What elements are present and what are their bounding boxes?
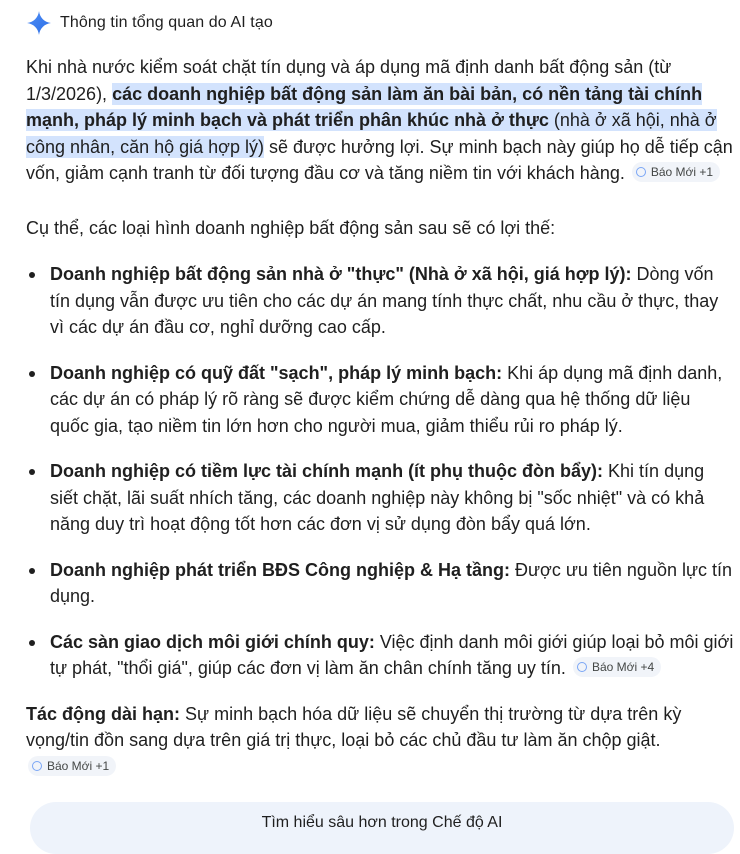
ai-mode-button[interactable] bbox=[30, 802, 734, 854]
list-item bbox=[50, 629, 734, 682]
list-item-title: Doanh nghiệp phát triển BĐS Công nghiệp & Hạ tầng: bbox=[50, 559, 510, 580]
ai-overview-header bbox=[26, 8, 273, 38]
longterm-text: Sự minh bạch hóa dữ liệu sẽ chuyển thị trường từ dựa trên kỳ vọng/tin đồn sang dựa trên giá trị thực, loại bỏ các chủ đầu tư làm ăn chộp giật. bbox=[26, 703, 682, 750]
ai-overview-content bbox=[26, 54, 734, 780]
list-item-text: Khi áp dụng mã định danh, các dự án có pháp lý rõ ràng sẽ được kiểm chứng dễ dàng qua hệ thống dữ liệu quốc gia, tạo niềm tin lớn hơn cho người mua, giảm thiểu rủi ro pháp lý. bbox=[50, 362, 723, 436]
ai-overview-title: Thông tin tổng quan do AI tạo bbox=[60, 14, 273, 31]
list-item bbox=[50, 458, 734, 538]
intro-text-before: Khi nhà nước kiểm soát chặt tín dụng và áp dụng mã định danh bất động sản (từ 1/3/2026), bbox=[26, 57, 672, 104]
list-item-text: Việc định danh môi giới giúp loại bỏ môi giới tự phát, "thổi giá", giúp các đơn vị làm ăn chân chính tăng uy tín. bbox=[50, 631, 734, 678]
list-item-text: Khi tín dụng siết chặt, lãi suất nhích tăng, các doanh nghiệp này không bị "sốc nhiệt" và có khả năng duy trì hoạt động tốt hơn các đơn vị sử dụng đòn bẩy quá lớn. bbox=[50, 461, 705, 534]
list-item-title: Doanh nghiệp có tiềm lực tài chính mạnh (ít phụ thuộc đòn bẩy): bbox=[50, 461, 604, 481]
list-item bbox=[50, 557, 734, 610]
source-chip[interactable] bbox=[573, 657, 661, 677]
source-circle-icon bbox=[636, 167, 646, 177]
source-chip[interactable] bbox=[632, 162, 720, 182]
longterm-title: Tác động dài hạn: bbox=[26, 703, 181, 724]
source-chip-label: Báo Mới +1 bbox=[47, 758, 110, 773]
intro-highlight-bold: các doanh nghiệp bất động sản làm ăn bài bản, có nền tảng tài chính mạnh, pháp lý minh bạch và phát triển phân khúc nhà ở thực bbox=[26, 83, 703, 130]
source-chip-label: Báo Mới +1 bbox=[650, 165, 714, 179]
source-circle-icon bbox=[577, 662, 587, 672]
list-item-text: Được ưu tiên nguồn lực tín dụng. bbox=[50, 559, 733, 606]
list-item bbox=[50, 360, 734, 440]
list-item-text: Dòng vốn tín dụng vẫn được ưu tiên cho các dự án mang tính thực chất, nhu cầu ở thực, thay vì các dự án đầu cơ, nghỉ dưỡng cao cấp. bbox=[50, 264, 719, 337]
intro-text-after: sẽ được hưởng lợi. Sự minh bạch này giúp họ dễ tiếp cận vốn, giảm cạnh tranh từ đối tượng đầu cơ và tăng niềm tin với khách hàng. bbox=[26, 136, 733, 183]
source-chip-label: Báo Mới +4 bbox=[591, 660, 655, 674]
list-item bbox=[50, 261, 734, 341]
ai-mode-button-label: Tìm hiểu sâu hơn trong Chế độ AI bbox=[261, 814, 503, 831]
list-item-title: Doanh nghiệp bất động sản nhà ở "thực" (Nhà ở xã hội, giá hợp lý): bbox=[50, 264, 632, 284]
intro-highlight-rest: (nhà ở xã hội, nhà ở công nhân, căn hộ giá hợp lý) bbox=[26, 110, 717, 157]
source-chip[interactable] bbox=[28, 756, 116, 776]
longterm-paragraph bbox=[26, 701, 734, 781]
lead-paragraph: Cụ thể, các loại hình doanh nghiệp bất động sản sau sẽ có lợi thế: bbox=[26, 217, 556, 238]
list-item-title: Doanh nghiệp có quỹ đất "sạch", pháp lý minh bạch: bbox=[50, 362, 503, 383]
list-item-title: Các sàn giao dịch môi giới chính quy: bbox=[50, 631, 375, 652]
intro-paragraph bbox=[26, 54, 734, 187]
sparkle-icon bbox=[26, 10, 52, 36]
source-circle-icon bbox=[32, 761, 42, 771]
benefit-list bbox=[26, 261, 734, 682]
